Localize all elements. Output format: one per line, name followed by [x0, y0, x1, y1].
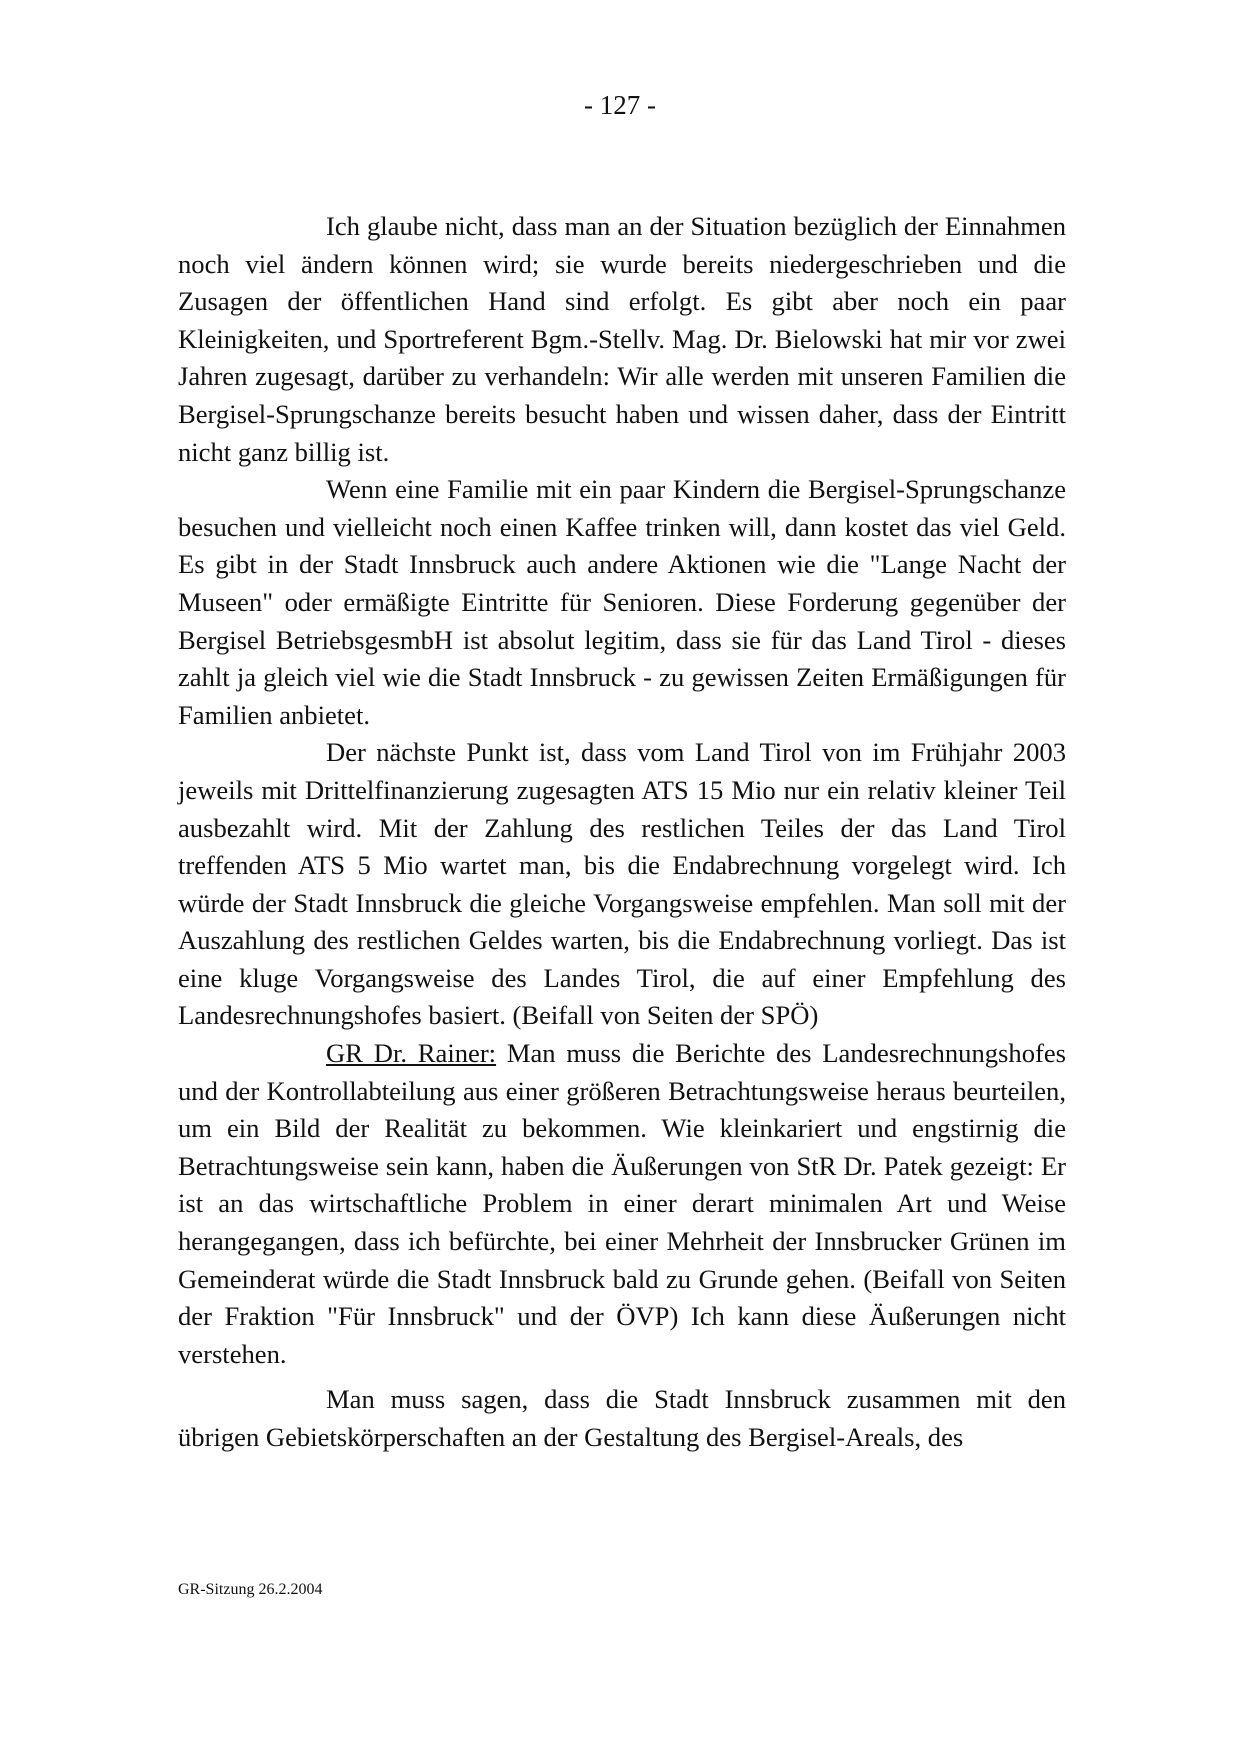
- page-footer: GR-Sitzung 26.2.2004: [178, 1581, 323, 1598]
- paragraph-4: [178, 1035, 1066, 1373]
- document-body: [178, 208, 1066, 1457]
- paragraph-1: Ich glaube nicht, dass man an der Situation bezüglich der Einnahmen noch viel ändern können wird; sie wurde bereits niedergeschrieben und die Zusagen der öffentlichen Hand sind erfolgt. Es gibt aber noch ein paar Kleinigkeiten, und Sportreferent Bgm.-Stellv. Mag. Dr. Bielowski hat mir vor zwei Jahren zugesagt, darüber zu verhandeln: Wir alle werden mit unseren Familien die Bergisel-Sprungschanze bereits besucht haben und wissen daher, dass der Eintritt nicht ganz billig ist.: [178, 211, 1066, 467]
- speaker-name: GR Dr. Rainer:: [326, 1038, 497, 1069]
- paragraph-5: Man muss sagen, dass die Stadt Innsbruck zusammen mit den übrigen Gebietskörperschaften an der Gestaltung des Bergisel-Areals, des: [178, 1384, 1066, 1452]
- paragraph-4-text: Man muss die Berichte des Landesrechnungshofes und der Kontrollabteilung aus einer größeren Betrachtungsweise heraus beurteilen, um ein Bild der Realität zu bekommen. Wie kleinkariert und engstirnig die Betrachtungsweise sein kann, haben die Äußerungen von StR Dr. Patek gezeigt: Er ist an das wirtschaftliche Problem in einer derart minimalen Art und Weise herangegangen, dass ich befürchte, bei einer Mehrheit der Innsbrucker Grünen im Gemeinderat würde die Stadt Innsbruck bald zu Grunde gehen. (Beifall von Seiten der Fraktion "Für Innsbruck" und der ÖVP) Ich kann diese Äußerungen nicht verstehen.: [178, 1038, 1066, 1369]
- paragraph-2: Wenn eine Familie mit ein paar Kindern die Bergisel-Sprungschanze besuchen und vielleicht noch einen Kaffee trinken will, dann kostet das viel Geld. Es gibt in der Stadt Innsbruck auch andere Aktionen wie die "Lange Nacht der Museen" oder ermäßigte Eintritte für Senioren. Diese Forderung gegenüber der Bergisel BetriebsgesmbH ist absolut legitim, dass sie für das Land Tirol - dieses zahlt ja gleich viel wie die Stadt Innsbruck - zu gewissen Zeiten Ermäßigungen für Familien anbietet.: [178, 474, 1066, 730]
- paragraph-3: Der nächste Punkt ist, dass vom Land Tirol von im Frühjahr 2003 jeweils mit Drittelfinanzierung zugesagten ATS 15 Mio nur ein relativ kleiner Teil ausbezahlt wird. Mit der Zahlung des restlichen Teiles der das Land Tirol treffenden ATS 5 Mio wartet man, bis die Endabrechnung vorgelegt wird. Ich würde der Stadt Innsbruck die gleiche Vorgangsweise empfehlen. Man soll mit der Auszahlung des restlichen Geldes warten, bis die Endabrechnung vorliegt. Das ist eine kluge Vorgangsweise des Landes Tirol, die auf einer Empfehlung des Landesrechnungshofes basiert. (Beifall von Seiten der SPÖ): [178, 737, 1066, 1031]
- page-number: - 127 -: [584, 90, 656, 120]
